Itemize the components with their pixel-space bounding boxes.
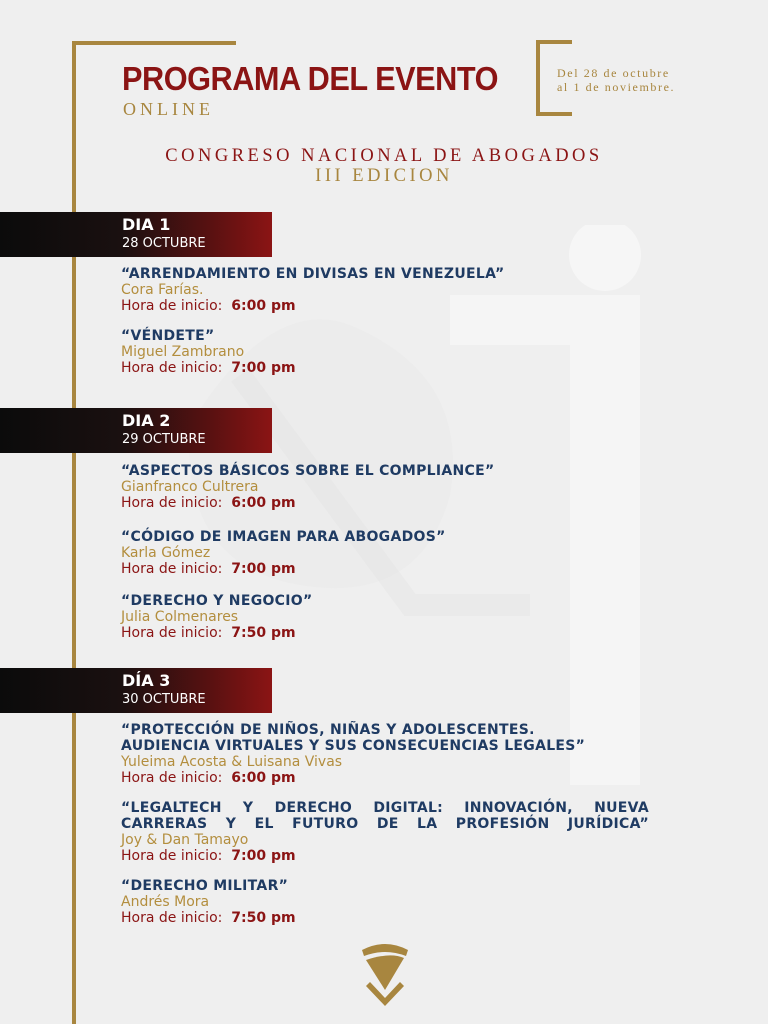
talk-speaker: Julia Colmenares [121,609,239,625]
talk-speaker: Gianfranco Cultrera [121,479,259,495]
talk-speaker: Joy & Dan Tamayo [121,832,249,848]
start-time-label: Hora de inicio: [121,848,223,864]
day-title: DÍA 3 [122,671,171,690]
talk-start-time [121,770,649,786]
day-3-banner [0,668,272,713]
start-time-label: Hora de inicio: [121,298,223,314]
talk-start-time [121,360,649,376]
start-time-label: Hora de inicio: [121,770,223,786]
talk-speaker: Miguel Zambrano [121,344,245,360]
congress-name [0,146,768,186]
talk-start-time [121,561,649,577]
event-mode-subtitle: ONLINE [123,99,214,119]
talk-title: “CÓDIGO DE IMAGEN PARA ABOGADOS” [121,529,446,545]
start-time-value: 7:00 pm [231,561,296,577]
gold-frame-horizontal-line [72,41,236,45]
day-date: 30 OCTUBRE [122,692,206,707]
date-range-line-1: Del 28 de octubre [557,66,670,80]
day-date: 29 OCTUBRE [122,432,206,447]
start-time-label: Hora de inicio: [121,910,223,926]
day-title: DIA 2 [122,411,171,430]
talk-start-time [121,910,649,926]
talk-title: “ASPECTOS BÁSICOS SOBRE EL COMPLIANCE” [121,463,495,479]
date-range-line-2: al 1 de noviembre. [557,80,676,94]
talk-title-line-1: “PROTECCIÓN DE NIÑOS, NIÑAS Y ADOLESCENTES. [121,722,535,738]
talk-item [121,529,649,577]
talk-item [121,800,649,864]
talk-speaker: Andrés Mora [121,894,210,910]
day-2-banner [0,408,272,453]
talk-start-time [121,848,649,864]
talk-start-time [121,298,649,314]
congress-edition: III EDICION [315,166,453,186]
talk-speaker: Cora Farías. [121,282,204,298]
talk-speaker: Yuleima Acosta & Luisana Vivas [121,754,343,770]
talk-speaker: Karla Gómez [121,545,211,561]
start-time-label: Hora de inicio: [121,495,223,511]
event-date-range [557,66,675,94]
congress-title: CONGRESO NACIONAL DE ABOGADOS [165,146,603,166]
start-time-value: 7:00 pm [231,848,296,864]
talk-title-line-2: AUDIENCIA VIRTUALES Y SUS CONSECUENCIAS LEGALES” [121,738,586,754]
talk-title-line-1: “LEGALTECH Y DERECHO DIGITAL: INNOVACIÓN, NUEVA [121,800,649,816]
start-time-label: Hora de inicio: [121,561,223,577]
talk-item [121,722,649,786]
start-time-value: 7:00 pm [231,360,296,376]
talk-title: “DERECHO MILITAR” [121,878,289,894]
talk-title: “ARRENDAMIENTO EN DIVISAS EN VENEZUELA” [121,266,505,282]
start-time-label: Hora de inicio: [121,360,223,376]
talk-title: “DERECHO Y NEGOCIO” [121,593,313,609]
gold-frame-vertical-line [72,41,76,1024]
talk-item [121,266,649,314]
talk-item [121,878,649,926]
day-title: DIA 1 [122,215,171,234]
gold-chevron-logo-icon [360,942,410,1010]
talk-title-line-2: CARRERAS Y EL FUTURO DE LA PROFESIÓN JURÍDICA” [121,816,649,832]
start-time-value: 6:00 pm [231,495,296,511]
talk-item [121,463,649,511]
talk-start-time [121,625,649,641]
day-date: 28 OCTUBRE [122,236,206,251]
start-time-label: Hora de inicio: [121,625,223,641]
start-time-value: 6:00 pm [231,298,296,314]
start-time-value: 6:00 pm [231,770,296,786]
day-1-banner [0,212,272,257]
talk-item [121,593,649,641]
talk-start-time [121,495,649,511]
start-time-value: 7:50 pm [231,625,296,641]
talk-title: “VÉNDETE” [121,328,215,344]
page-title: PROGRAMA DEL EVENTO [122,60,498,97]
start-time-value: 7:50 pm [231,910,296,926]
talk-item [121,328,649,376]
